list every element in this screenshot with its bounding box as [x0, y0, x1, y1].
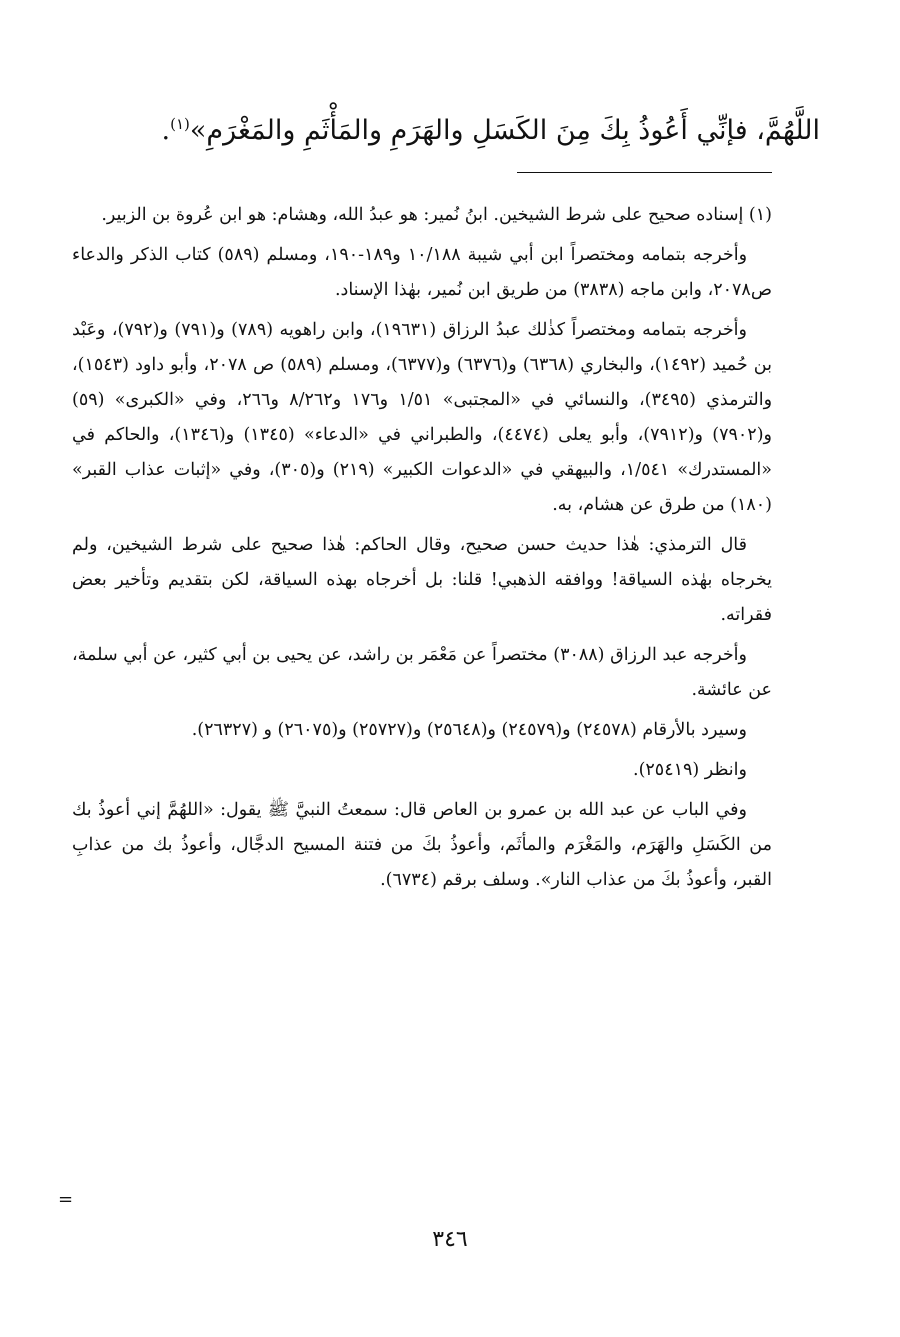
- footnote-paragraph: وسيرد بالأرقام (٢٤٥٧٨) و(٢٤٥٧٩) و(٢٥٦٤٨) و(٢٥٧٢٧) و(٢٦٠٧٥) و (٢٦٣٢٧).: [191, 720, 747, 740]
- main-text-end: .: [161, 115, 171, 146]
- footnotes-section: [72, 198, 772, 903]
- footnote-paragraph: وأخرجه بتمامه ومختصراً كذٰلك عبدُ الرزاق (١٩٦٣١)، وابن راهويه (٧٨٩) و(٧٩١) و(٧٩٢)، وعَبْد بن حُميد (١٤٩٢)، والبخاري (٦٣٦٨) و(٦٣٧٦) و(٦٣٧٧)، ومسلم (٥٨٩) ص ٢٠٧٨، وأبو داود (١٥٤٣)، والترمذي (٣٤٩٥)، والنسائي في «المجتبى» ١/٥١ و١٧٦ و٨/٢٦٢ و٢٦٦، وفي «الكبرى» (٥٩) و(٧٩٠٢) و(٧٩١٢)، وأبو يعلى (٤٤٧٤)، والطبراني في «الدعاء» (١٣٤٥) و(١٣٤٦)، والحاكم في «المستدرك» ١/٥٤١، والبيهقي في «الدعوات الكبير» (٢١٩) و(٣٠٥)، وفي «إثبات عذاب القبر» (١٨٠) من طرق عن هشام، به.: [72, 320, 773, 515]
- main-text: اللَّهُمَّ، فإنِّي أَعُوذُ بِكَ مِنَ الكَسَلِ والهَرَمِ والمَأْثَمِ والمَغْرَمِ»: [189, 115, 820, 146]
- continuation-mark: =: [58, 1189, 74, 1210]
- footnote-paragraph: (١) إسناده صحيح على شرط الشيخين. ابنُ نُمير: هو عبدُ الله، وهشام: هو ابن عُروة بن الزبير.: [101, 205, 772, 225]
- footnote-paragraph: قال الترمذي: هٰذا حديث حسن صحيح، وقال الحاكم: هٰذا صحيح على شرط الشيخين، ولم يخرجاه بهٰذه السياقة! ووافقه الذهبي! قلنا: بل أخرجاه بهذه السياقة، لكن بتقديم وتأخير بعض فقراته.: [72, 535, 772, 625]
- footnote-marker: (١): [170, 115, 190, 133]
- main-text-line: [80, 104, 820, 151]
- page-number: ٣٤٦: [432, 1227, 468, 1252]
- footnote-separator: [517, 172, 772, 173]
- footnote-paragraph: وفي الباب عن عبد الله بن عمرو بن العاص قال: سمعتُ النبيَّ ﷺ يقول: «اللهُمَّ إني أعوذُ بك من الكَسَلِ والهَرَم، والمَغْرَم والمأثَم، وأعوذُ بكَ من فتنة المسيح الدجَّال، وأعوذُ بك من عذابِ القبر، وأعوذُ بكَ من عذاب النار». وسلف برقم (٦٧٣٤).: [72, 800, 772, 890]
- footnote-paragraph: وأخرجه بتمامه ومختصراً ابن أبي شيبة ١٠/١٨٨ و١٨٩-١٩٠، ومسلم (٥٨٩) كتاب الذكر والدعاء ص٢٠٧٨، وابن ماجه (٣٨٣٨) من طريق ابن نُمير، بهٰذا الإسناد.: [72, 245, 772, 300]
- footnote-paragraph: وأخرجه عبد الرزاق (٣٠٨٨) مختصراً عن مَعْمَر بن راشد، عن يحيى بن أبي كثير، عن أبي سلمة، عن عائشة.: [72, 645, 772, 700]
- footnote-paragraph: وانظر (٢٥٤١٩).: [633, 760, 747, 780]
